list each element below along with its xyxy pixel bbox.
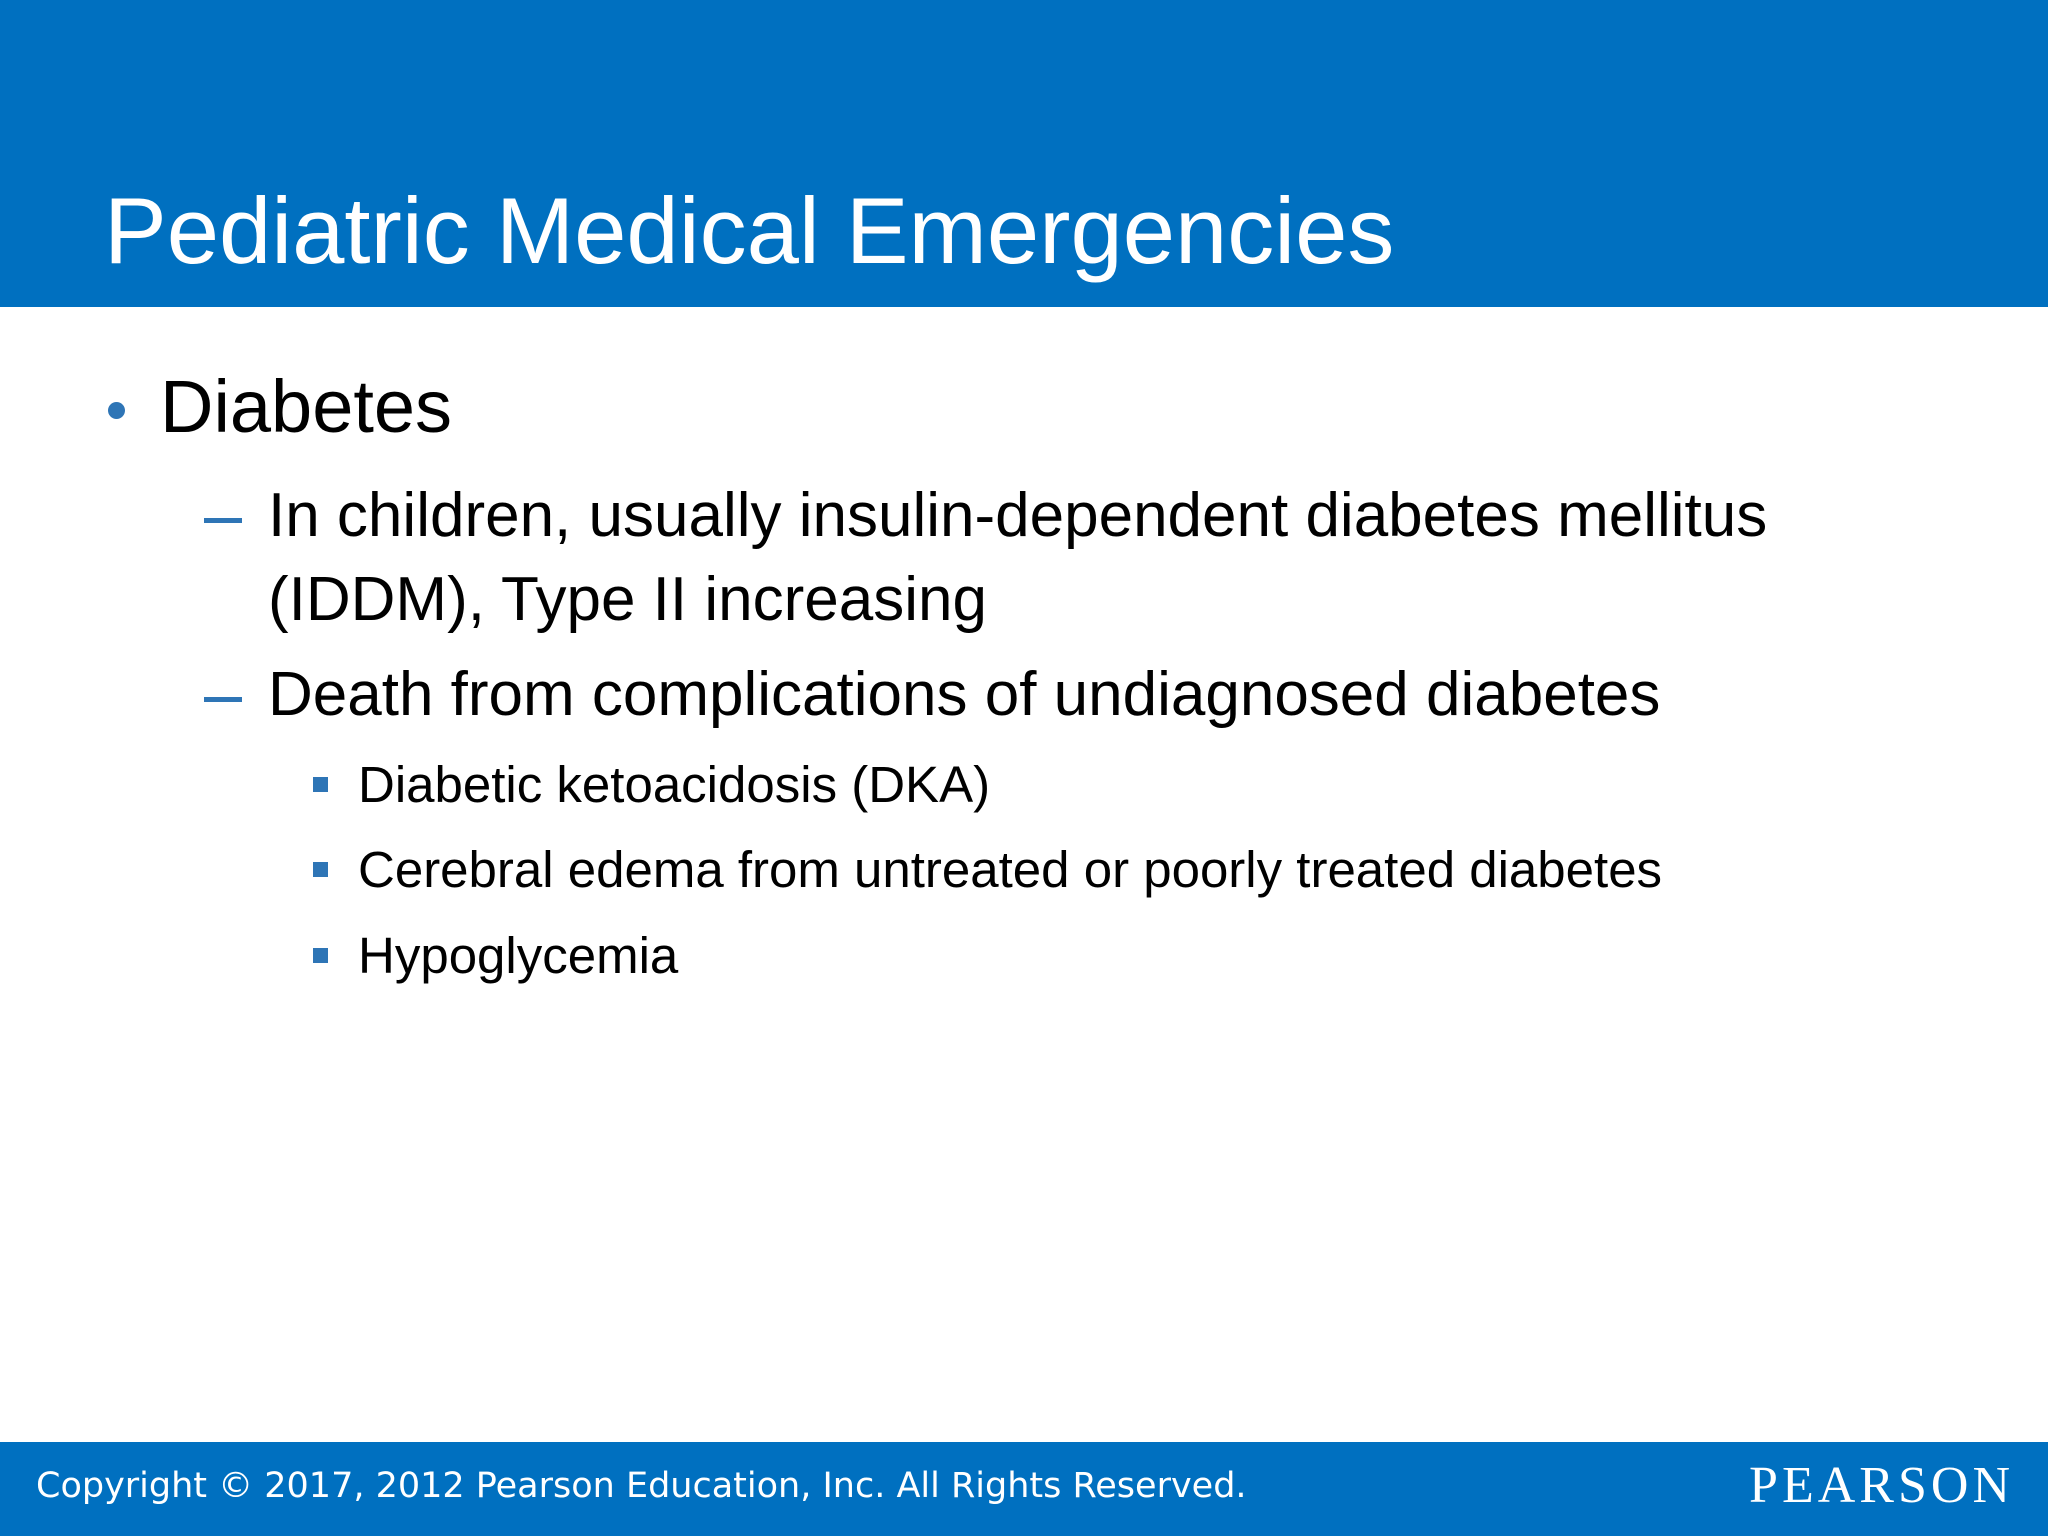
bullet-dot-icon: [108, 402, 125, 419]
slide-title: Pediatric Medical Emergencies: [104, 178, 1395, 283]
dash-icon: [204, 518, 242, 523]
item-dka: Diabetic ketoacidosis (DKA): [358, 756, 991, 813]
subbullet-iddm-line1: In children, usually insulin-dependent diabetes mellitus: [268, 481, 1768, 550]
pearson-logo: PEARSON: [1749, 1457, 2014, 1514]
bullet-diabetes: Diabetes: [160, 365, 453, 448]
subbullet-iddm-line2: (IDDM), Type II increasing: [268, 565, 987, 634]
subbullet-death: Death from complications of undiagnosed diabetes: [268, 660, 1661, 729]
copyright-text: Copyright © 2017, 2012 Pearson Education, Inc. All Rights Reserved.: [36, 1466, 1247, 1506]
footer-bar: [0, 1442, 2048, 1536]
item-cerebral-edema: Cerebral edema from untreated or poorly treated diabetes: [358, 841, 1663, 898]
item-hypoglycemia: Hypoglycemia: [358, 927, 679, 984]
square-bullet-icon: [313, 948, 328, 963]
square-bullet-icon: [313, 862, 328, 877]
square-bullet-icon: [313, 777, 328, 792]
dash-icon: [204, 697, 242, 702]
